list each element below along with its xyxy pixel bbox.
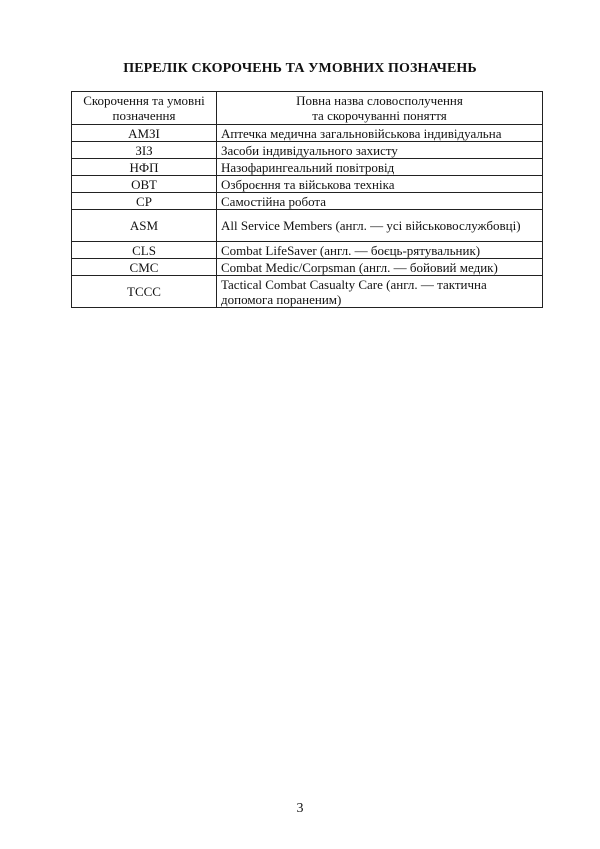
abbreviation-cell: ОВТ (72, 176, 217, 193)
header-full-name (217, 92, 543, 125)
full-name-cell: Засоби індивідуального захисту (217, 142, 543, 159)
full-name-cell: Tactical Combat Casualty Care (англ. — тактична допомога пораненим) (217, 276, 543, 308)
table-row (72, 159, 543, 176)
header-full-name-line2: та скорочуванні поняття (312, 108, 447, 123)
table-row (72, 125, 543, 142)
abbreviation-cell: ASM (72, 210, 217, 242)
abbreviations-table (71, 91, 543, 308)
full-name-cell: Самостійна робота (217, 193, 543, 210)
table-row (72, 176, 543, 193)
page-title: ПЕРЕЛІК СКОРОЧЕНЬ ТА УМОВНИХ ПОЗНАЧЕНЬ (123, 61, 477, 76)
header-abbreviation (72, 92, 217, 125)
abbreviation-cell: CLS (72, 242, 217, 259)
abbreviation-cell: CMC (72, 259, 217, 276)
table-row (72, 242, 543, 259)
abbreviation-cell: ЗІЗ (72, 142, 217, 159)
abbreviation-cell: АМЗІ (72, 125, 217, 142)
full-name-cell: Аптечка медична загальновійськова індивідуальна (217, 125, 543, 142)
abbreviation-cell: СР (72, 193, 217, 210)
full-name-cell: Озброєння та військова техніка (217, 176, 543, 193)
table-header-row (72, 92, 543, 125)
table-row (72, 142, 543, 159)
abbreviation-cell: TCCC (72, 276, 217, 308)
header-full-name-line1: Повна назва словосполучення (296, 93, 463, 108)
header-abbreviation-line2: позначення (112, 108, 176, 123)
full-name-cell: Combat Medic/Corpsman (англ. — бойовий медик) (217, 259, 543, 276)
table-row (72, 276, 543, 308)
full-name-cell: Назофарингеальний повітровід (217, 159, 543, 176)
abbreviation-cell: НФП (72, 159, 217, 176)
page-number: 3 (296, 801, 304, 816)
table-row (72, 259, 543, 276)
full-name-cell: Combat LifeSaver (англ. — боєць-рятувальник) (217, 242, 543, 259)
full-name-cell: All Service Members (англ. — усі військовослужбовці) (217, 210, 543, 242)
table-row (72, 193, 543, 210)
table-row (72, 210, 543, 242)
header-abbreviation-line1: Скорочення та умовні (83, 93, 205, 108)
